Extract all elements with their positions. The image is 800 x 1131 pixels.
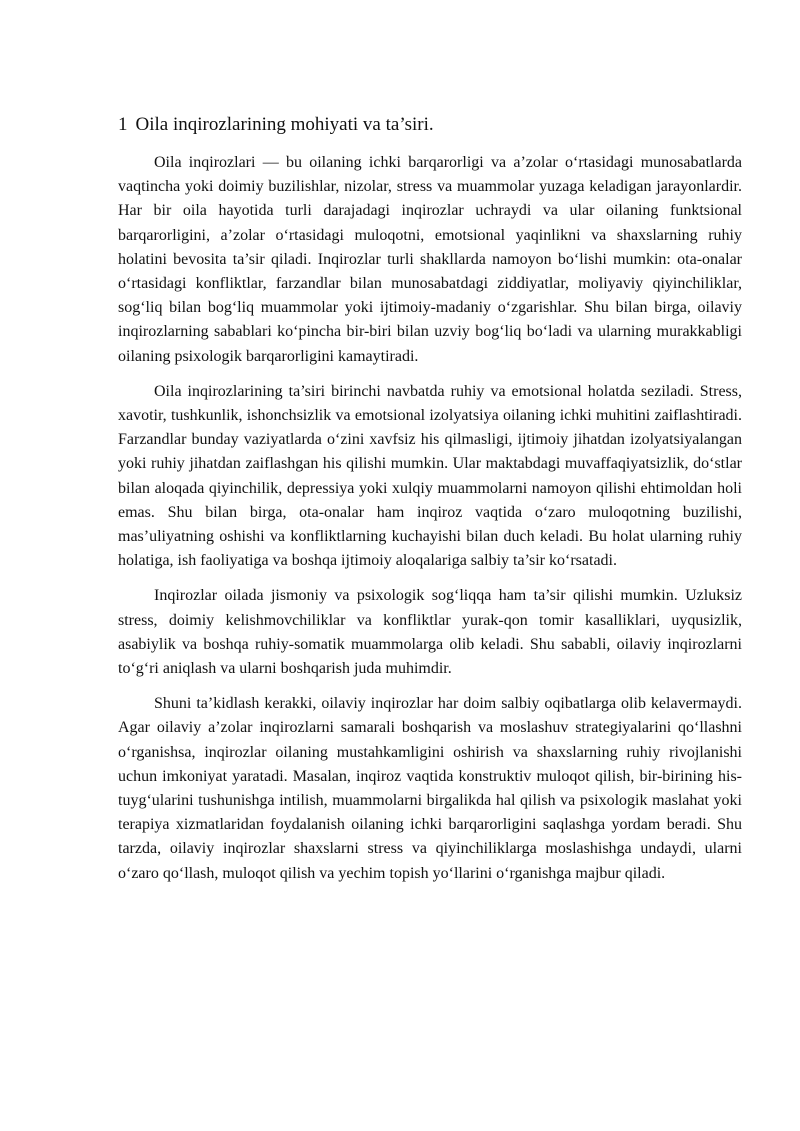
- document-page: [118, 112, 742, 897]
- paragraph-1: Oila inqirozlari — bu oilaning ichki barqarorligi va a’zolar o‘rtasidagi munosabatlarda vaqtincha yoki doimiy buzilishlar, nizolar, stress va muammolar yuzaga keladigan jarayonlardir. Har bir oila hayotida turli darajadagi inqirozlar uchraydi va ular oilaning funktsional barqarorligini, a’zolar o‘rtasidagi muloqotni, emotsional yaqinlikni va shaxslarning ruhiy holatini bevosita ta’sir qiladi. Inqirozlar turli shakllarda namoyon bo‘lishi mumkin: ota-onalar o‘rtasidagi konfliktlar, farzandlar bilan munosabatdagi ziddiyatlar, moliyaviy qiyinchiliklar, sog‘liq bilan bog‘liq muammolar yoki ijtimoiy-madaniy o‘zgarishlar. Shu bilan birga, oilaviy inqirozlarning sabablari ko‘pincha bir-biri bilan uzviy bog‘liq bo‘ladi va ularning murakkabligi oilaning psixologik barqarorligini kamaytiradi.: [118, 154, 742, 365]
- section-title: Oila inqirozlarining mohiyati va ta’siri.: [135, 114, 434, 135]
- section-heading: [118, 112, 742, 138]
- paragraph-2: Oila inqirozlarining ta’siri birinchi navbatda ruhiy va emotsional holatda seziladi. Stress, xavotir, tushkunlik, ishonchsizlik va emotsional izolyatsiya oilaning ichki muhitini zaiflashtiradi. Farzandlar bunday vaziyatlarda o‘zini xavfsiz his qilmasligi, ijtimoiy jihatdan izolyatsiyalangan yoki ruhiy jihatdan zaiflashgan his qilishi mumkin. Ular maktabdagi muvaffaqiyatsizlik, do‘stlar bilan aloqada qiyinchilik, depressiya yoki xulqiy muammolarni namoyon qilishi ehtimoldan holi emas. Shu bilan birga, ota-onalar ham inqiroz vaqtida o‘zaro muloqotning buzilishi, mas’uliyatning oshishi va konfliktlarning kuchayishi bilan duch keladi. Bu holat ularning ruhiy holatiga, ish faoliyatiga va boshqa ijtimoiy aloqalariga salbiy ta’sir ko‘rsatadi.: [118, 382, 742, 570]
- section-number: 1: [118, 114, 128, 135]
- paragraph-4: Shuni ta’kidlash kerakki, oilaviy inqirozlar har doim salbiy oqibatlarga olib kelavermaydi. Agar oilaviy a’zolar inqirozlarni samarali boshqarish va moslashuv strategiyalarini qo‘llashni o‘rganishsa, inqirozlar oilaning mustahkamligini oshirish va shaxslarning ruhiy rivojlanishi uchun imkoniyat yaratadi. Masalan, inqiroz vaqtida konstruktiv muloqot qilish, bir-birining his-tuyg‘ularini tushunishga intilish, muammolarni birgalikda hal qilish va psixologik maslahat yoki terapiya xizmatlaridan foydalanish oilaning ichki barqarorligini saqlashga yordam beradi. Shu tarzda, oilaviy inqirozlar shaxslarni stress va qiyinchiliklarga moslashishga undaydi, ularni o‘zaro qo‘llash, muloqot qilish va yechim topish yo‘llarini o‘rganishga majbur qiladi.: [118, 695, 742, 882]
- paragraph-3: Inqirozlar oilada jismoniy va psixologik sog‘liqqa ham ta’sir qilishi mumkin. Uzluksiz stress, doimiy kelishmovchiliklar va konfliktlar yurak-qon tomir kasalliklari, uyqusizlik, asabiylik va boshqa ruhiy-somatik muammolarga olib keladi. Shu sababli, oilaviy inqirozlarni to‘g‘ri aniqlash va ularni boshqarish juda muhimdir.: [118, 587, 742, 678]
